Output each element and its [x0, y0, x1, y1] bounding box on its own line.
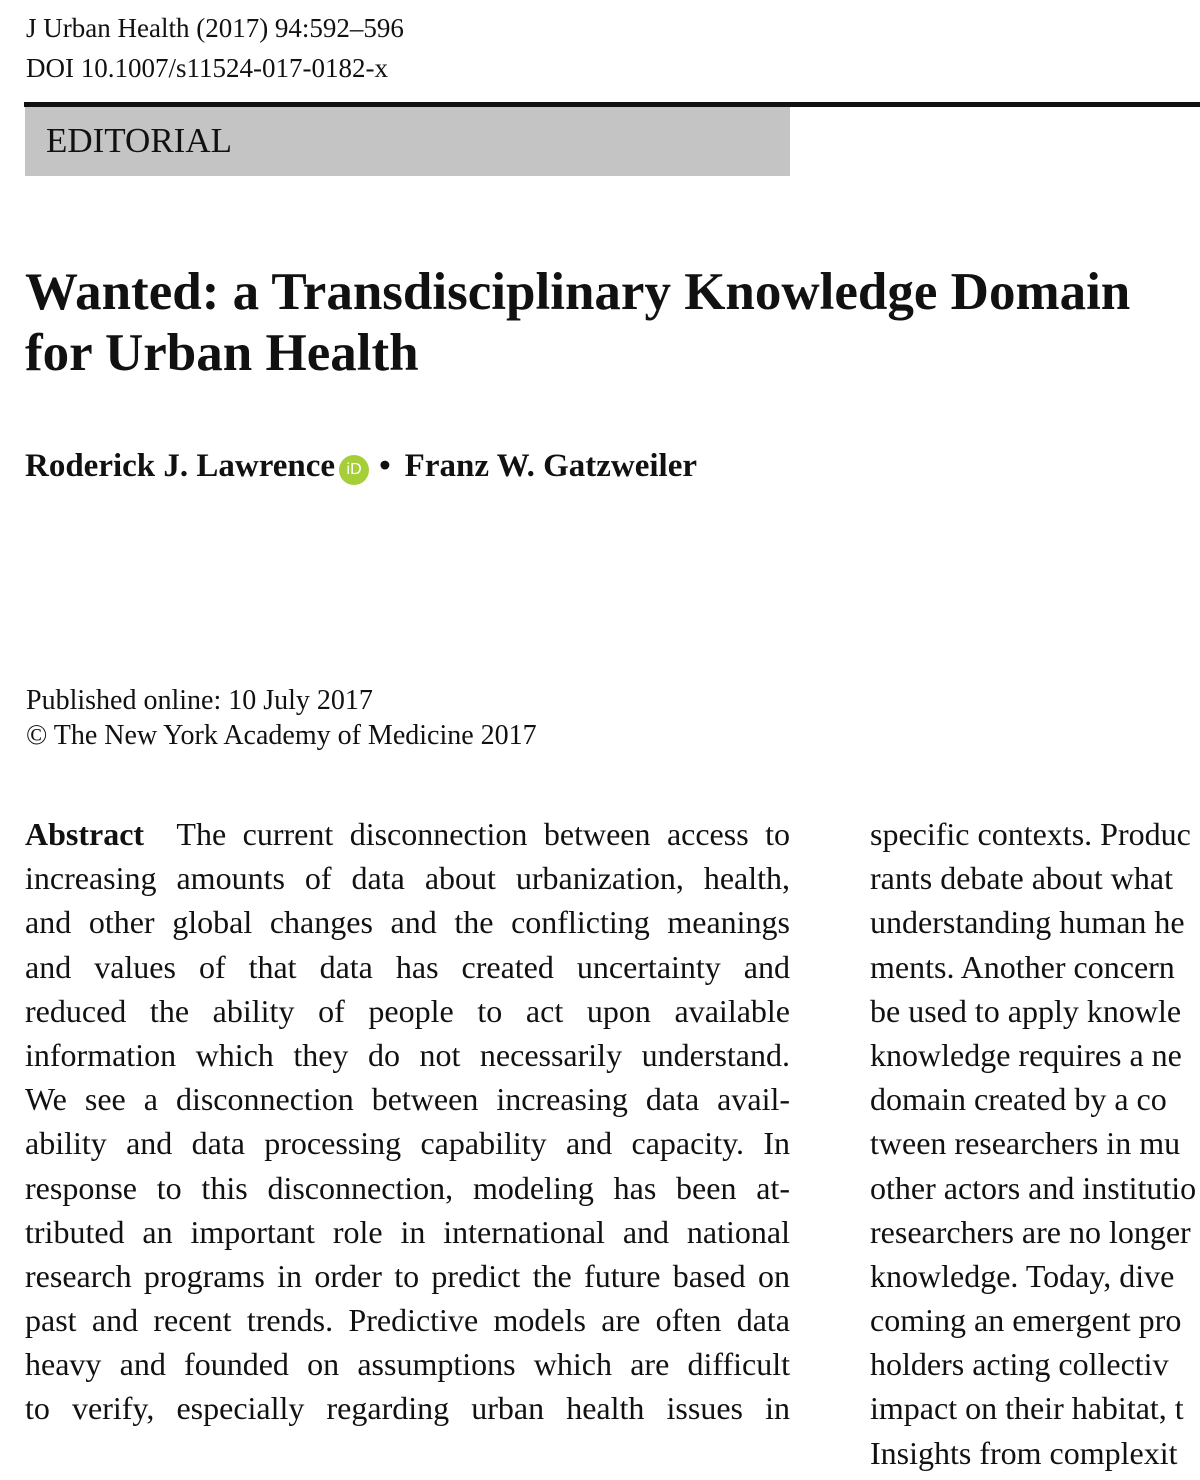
right-column-line: ments. Another concern	[870, 948, 1175, 985]
abstract-text: The current disconnection between access to	[176, 816, 791, 852]
abstract-line: and other global changes and the conflicting meanings	[25, 904, 790, 941]
publication-info	[26, 683, 537, 753]
abstract-line: tributed an important role in international and national	[25, 1213, 790, 1250]
published-date: Published online: 10 July 2017	[26, 685, 373, 716]
right-column-line: other actors and institutio	[870, 1169, 1197, 1206]
right-column-line: specific contexts. Produc	[870, 816, 1191, 852]
author-list	[25, 446, 697, 486]
section-label: EDITORIAL	[46, 121, 232, 160]
abstract-line: response to this disconnection, modeling has been at-	[25, 1169, 790, 1206]
doi[interactable]: DOI 10.1007/s11524-017-0182-x	[26, 53, 388, 83]
right-column-line: coming an emergent pro	[870, 1302, 1182, 1339]
right-column-body	[870, 812, 1200, 1475]
right-column-line: knowledge requires a ne	[870, 1036, 1182, 1073]
right-column-line: understanding human he	[870, 904, 1185, 941]
right-column-line: tween researchers in mu	[870, 1125, 1181, 1162]
abstract-label: Abstract	[25, 816, 145, 852]
right-column-line: Insights from complexit	[870, 1434, 1178, 1471]
abstract-line: and values of that data has created uncertainty and	[25, 948, 790, 985]
copyright: © The New York Academy of Medicine 2017	[26, 720, 537, 751]
abstract-line: information which they do not necessarily understand.	[25, 1036, 790, 1073]
abstract-line: reduced the ability of people to act upon available	[25, 992, 790, 1029]
right-column-line: be used to apply knowle	[870, 992, 1182, 1029]
title-line: for Urban Health	[25, 324, 419, 382]
right-column-line: holders acting collectiv	[870, 1346, 1169, 1383]
right-column-line: rants debate about what	[870, 860, 1173, 897]
abstract-line: past and recent trends. Predictive models are often data	[25, 1302, 790, 1339]
abstract-body	[25, 856, 790, 1430]
orcid-icon[interactable]: iD	[339, 455, 369, 485]
abstract-line	[25, 812, 790, 856]
right-column-line: impact on their habitat, t	[870, 1390, 1184, 1427]
right-column-line: knowledge. Today, dive	[870, 1257, 1175, 1294]
author-separator: •	[379, 448, 391, 484]
abstract-line: to verify, especially regarding urban health issues in	[25, 1390, 790, 1427]
article-metadata	[26, 8, 404, 88]
abstract-line: ability and data processing capability and capacity. In	[25, 1125, 790, 1162]
abstract-line: heavy and founded on assumptions which are difficult	[25, 1346, 790, 1383]
title-line: Wanted: a Transdisciplinary Knowledge Domain	[25, 263, 1131, 321]
abstract-line: We see a disconnection between increasing data avail-	[25, 1081, 790, 1118]
right-column-text	[870, 812, 1200, 1475]
abstract-line: increasing amounts of data about urbanization, health,	[25, 860, 790, 897]
right-column-line: domain created by a co	[870, 1081, 1167, 1118]
section-banner	[25, 107, 790, 176]
right-column-line: researchers are no longer	[870, 1213, 1191, 1250]
journal-citation: J Urban Health (2017) 94:592–596	[26, 13, 404, 43]
article-title	[25, 262, 1200, 384]
abstract-line: research programs in order to predict the future based on	[25, 1257, 790, 1294]
author-name[interactable]: Roderick J. Lawrence	[25, 448, 336, 484]
author-name[interactable]: Franz W. Gatzweiler	[404, 448, 697, 484]
abstract	[25, 812, 790, 1431]
